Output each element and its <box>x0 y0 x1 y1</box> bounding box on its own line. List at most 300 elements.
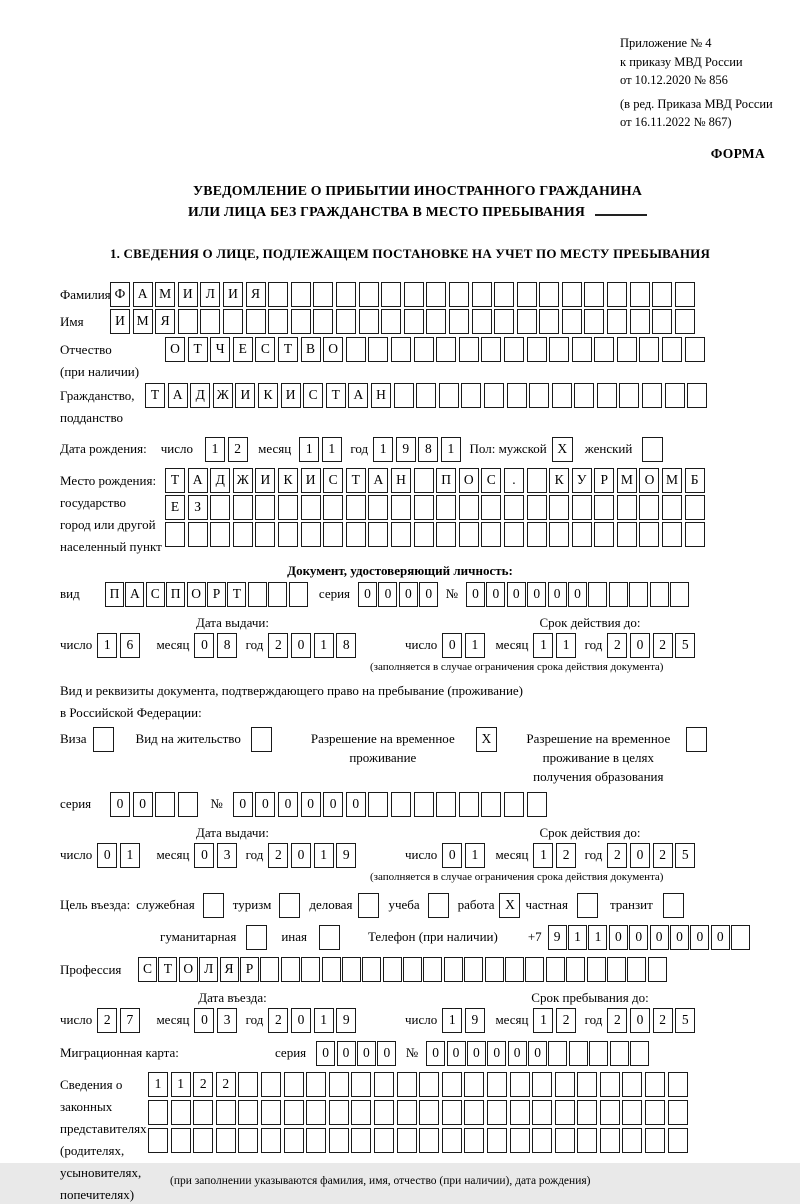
char-cell[interactable]: А <box>368 468 388 493</box>
char-cell[interactable] <box>291 309 311 334</box>
char-cell[interactable] <box>645 1128 665 1153</box>
char-cell[interactable] <box>617 337 637 362</box>
char-cell[interactable] <box>403 957 422 982</box>
char-cell[interactable] <box>685 522 705 547</box>
char-cell[interactable]: 0 <box>110 792 130 817</box>
char-cell[interactable] <box>464 1072 484 1097</box>
char-cell[interactable] <box>368 337 388 362</box>
char-cell[interactable] <box>532 1128 552 1153</box>
char-cell[interactable] <box>148 1128 168 1153</box>
char-cell[interactable]: 0 <box>194 843 214 868</box>
char-cell[interactable]: 1 <box>533 633 553 658</box>
char-cell[interactable]: 3 <box>217 1008 237 1033</box>
char-cell[interactable] <box>351 1100 371 1125</box>
char-cell[interactable]: 0 <box>377 1041 396 1066</box>
char-cell[interactable] <box>670 582 689 607</box>
char-cell[interactable]: Я <box>155 309 175 334</box>
char-cell[interactable] <box>238 1072 258 1097</box>
char-cell[interactable] <box>306 1072 326 1097</box>
char-cell[interactable] <box>248 582 267 607</box>
char-cell[interactable]: К <box>549 468 569 493</box>
char-cell[interactable]: 2 <box>268 1008 288 1033</box>
char-cell[interactable] <box>668 1100 688 1125</box>
char-cell[interactable]: 0 <box>670 925 689 950</box>
char-cell[interactable] <box>610 1041 629 1066</box>
char-cell[interactable] <box>301 522 321 547</box>
char-cell[interactable]: В <box>301 337 321 362</box>
char-cell[interactable] <box>607 282 627 307</box>
char-cell[interactable] <box>472 309 492 334</box>
char-cell[interactable] <box>464 1128 484 1153</box>
char-cell[interactable]: 5 <box>675 843 695 868</box>
char-cell[interactable] <box>607 957 626 982</box>
char-cell[interactable] <box>178 309 198 334</box>
char-cell[interactable] <box>436 495 456 520</box>
char-cell[interactable]: 0 <box>690 925 709 950</box>
char-cell[interactable] <box>268 309 288 334</box>
char-cell[interactable] <box>426 309 446 334</box>
char-cell[interactable]: 2 <box>607 1008 627 1033</box>
char-cell[interactable] <box>668 1072 688 1097</box>
char-cell[interactable] <box>346 522 366 547</box>
char-cell[interactable] <box>507 383 527 408</box>
char-cell[interactable] <box>510 1128 530 1153</box>
char-cell[interactable] <box>574 383 594 408</box>
char-cell[interactable] <box>577 1128 597 1153</box>
char-cell[interactable]: 0 <box>629 925 648 950</box>
char-cell[interactable]: И <box>110 309 130 334</box>
char-cell[interactable]: 0 <box>357 1041 376 1066</box>
char-cell[interactable] <box>216 1100 236 1125</box>
char-cell[interactable]: П <box>166 582 185 607</box>
char-cell[interactable] <box>517 282 537 307</box>
char-cell[interactable]: 0 <box>419 582 438 607</box>
char-cell[interactable] <box>487 1100 507 1125</box>
char-cell[interactable]: 0 <box>291 633 311 658</box>
char-cell[interactable] <box>171 1100 191 1125</box>
char-cell[interactable] <box>414 792 434 817</box>
char-cell[interactable] <box>313 309 333 334</box>
char-cell[interactable]: 0 <box>291 843 311 868</box>
char-cell[interactable] <box>630 309 650 334</box>
char-cell[interactable]: 2 <box>653 1008 673 1033</box>
char-cell[interactable]: С <box>138 957 157 982</box>
char-cell[interactable] <box>617 495 637 520</box>
char-cell[interactable]: 1 <box>148 1072 168 1097</box>
char-cell[interactable] <box>278 522 298 547</box>
purpose-official-checkbox[interactable] <box>203 893 224 918</box>
char-cell[interactable] <box>505 957 524 982</box>
char-cell[interactable]: 2 <box>653 633 673 658</box>
char-cell[interactable] <box>622 1128 642 1153</box>
char-cell[interactable] <box>546 957 565 982</box>
char-cell[interactable] <box>423 957 442 982</box>
char-cell[interactable] <box>278 495 298 520</box>
char-cell[interactable]: Ж <box>233 468 253 493</box>
char-cell[interactable]: 0 <box>194 633 214 658</box>
char-cell[interactable] <box>527 495 547 520</box>
char-cell[interactable] <box>481 495 501 520</box>
char-cell[interactable]: М <box>133 309 153 334</box>
char-cell[interactable]: 1 <box>120 843 140 868</box>
char-cell[interactable] <box>572 522 592 547</box>
char-cell[interactable]: 0 <box>378 582 397 607</box>
char-cell[interactable] <box>461 383 481 408</box>
char-cell[interactable]: 0 <box>323 792 343 817</box>
char-cell[interactable] <box>329 1072 349 1097</box>
char-cell[interactable] <box>494 282 514 307</box>
char-cell[interactable]: Ч <box>210 337 230 362</box>
char-cell[interactable] <box>639 495 659 520</box>
char-cell[interactable]: 0 <box>528 1041 547 1066</box>
char-cell[interactable]: 2 <box>268 633 288 658</box>
char-cell[interactable] <box>527 522 547 547</box>
char-cell[interactable] <box>548 1041 567 1066</box>
char-cell[interactable] <box>555 1100 575 1125</box>
char-cell[interactable] <box>362 957 381 982</box>
char-cell[interactable] <box>336 309 356 334</box>
char-cell[interactable]: 0 <box>316 1041 335 1066</box>
char-cell[interactable]: О <box>187 582 206 607</box>
char-cell[interactable] <box>619 383 639 408</box>
char-cell[interactable] <box>436 337 456 362</box>
char-cell[interactable] <box>594 337 614 362</box>
char-cell[interactable]: 1 <box>322 437 342 462</box>
char-cell[interactable]: И <box>255 468 275 493</box>
visa-checkbox[interactable] <box>93 727 114 752</box>
char-cell[interactable] <box>210 522 230 547</box>
char-cell[interactable] <box>549 522 569 547</box>
char-cell[interactable] <box>652 282 672 307</box>
char-cell[interactable] <box>210 495 230 520</box>
char-cell[interactable]: 7 <box>120 1008 140 1033</box>
purpose-private-checkbox[interactable] <box>577 893 598 918</box>
char-cell[interactable] <box>359 282 379 307</box>
char-cell[interactable]: 0 <box>487 1041 506 1066</box>
char-cell[interactable] <box>731 925 750 950</box>
char-cell[interactable] <box>630 282 650 307</box>
residence-permit-checkbox[interactable] <box>251 727 272 752</box>
char-cell[interactable] <box>527 337 547 362</box>
char-cell[interactable] <box>281 957 300 982</box>
char-cell[interactable] <box>346 495 366 520</box>
char-cell[interactable]: 0 <box>358 582 377 607</box>
char-cell[interactable]: 8 <box>217 633 237 658</box>
char-cell[interactable] <box>607 309 627 334</box>
char-cell[interactable] <box>622 1100 642 1125</box>
purpose-tourism-checkbox[interactable] <box>279 893 300 918</box>
char-cell[interactable]: 0 <box>255 792 275 817</box>
char-cell[interactable]: 0 <box>337 1041 356 1066</box>
char-cell[interactable]: 0 <box>467 1041 486 1066</box>
char-cell[interactable]: У <box>572 468 592 493</box>
char-cell[interactable]: М <box>617 468 637 493</box>
char-cell[interactable] <box>662 337 682 362</box>
char-cell[interactable] <box>374 1128 394 1153</box>
purpose-study-checkbox[interactable] <box>428 893 449 918</box>
char-cell[interactable] <box>645 1100 665 1125</box>
char-cell[interactable]: З <box>188 495 208 520</box>
char-cell[interactable] <box>617 522 637 547</box>
char-cell[interactable]: С <box>146 582 165 607</box>
char-cell[interactable]: Д <box>210 468 230 493</box>
char-cell[interactable] <box>391 337 411 362</box>
char-cell[interactable] <box>459 522 479 547</box>
char-cell[interactable]: 1 <box>171 1072 191 1097</box>
char-cell[interactable]: 0 <box>442 843 462 868</box>
char-cell[interactable] <box>510 1072 530 1097</box>
char-cell[interactable] <box>284 1100 304 1125</box>
char-cell[interactable]: . <box>504 468 524 493</box>
char-cell[interactable]: С <box>255 337 275 362</box>
purpose-work-checkbox[interactable]: X <box>499 893 520 918</box>
char-cell[interactable]: 0 <box>568 582 587 607</box>
char-cell[interactable]: 9 <box>336 843 356 868</box>
char-cell[interactable]: Н <box>391 468 411 493</box>
temp-residence-checkbox[interactable]: X <box>476 727 497 752</box>
char-cell[interactable] <box>627 957 646 982</box>
char-cell[interactable]: Т <box>165 468 185 493</box>
char-cell[interactable] <box>397 1072 417 1097</box>
char-cell[interactable]: 1 <box>373 437 393 462</box>
char-cell[interactable]: О <box>179 957 198 982</box>
char-cell[interactable]: Е <box>233 337 253 362</box>
char-cell[interactable]: 2 <box>216 1072 236 1097</box>
char-cell[interactable]: 9 <box>548 925 567 950</box>
char-cell[interactable] <box>261 1100 281 1125</box>
char-cell[interactable] <box>552 383 572 408</box>
char-cell[interactable]: 0 <box>291 1008 311 1033</box>
char-cell[interactable] <box>246 309 266 334</box>
char-cell[interactable]: 1 <box>442 1008 462 1033</box>
char-cell[interactable] <box>630 1041 649 1066</box>
char-cell[interactable]: 0 <box>466 582 485 607</box>
char-cell[interactable]: Т <box>326 383 346 408</box>
char-cell[interactable] <box>487 1128 507 1153</box>
char-cell[interactable]: А <box>188 468 208 493</box>
char-cell[interactable] <box>539 282 559 307</box>
char-cell[interactable]: О <box>459 468 479 493</box>
char-cell[interactable] <box>391 495 411 520</box>
char-cell[interactable]: П <box>436 468 456 493</box>
char-cell[interactable]: 0 <box>301 792 321 817</box>
char-cell[interactable]: Р <box>207 582 226 607</box>
char-cell[interactable]: Л <box>200 282 220 307</box>
char-cell[interactable] <box>459 495 479 520</box>
char-cell[interactable] <box>562 309 582 334</box>
char-cell[interactable]: 2 <box>193 1072 213 1097</box>
char-cell[interactable] <box>584 282 604 307</box>
char-cell[interactable] <box>639 522 659 547</box>
char-cell[interactable]: Т <box>278 337 298 362</box>
char-cell[interactable] <box>397 1128 417 1153</box>
char-cell[interactable] <box>381 282 401 307</box>
char-cell[interactable] <box>609 582 628 607</box>
char-cell[interactable] <box>481 337 501 362</box>
char-cell[interactable] <box>510 1100 530 1125</box>
char-cell[interactable] <box>394 383 414 408</box>
char-cell[interactable] <box>481 522 501 547</box>
char-cell[interactable] <box>301 957 320 982</box>
char-cell[interactable]: 0 <box>609 925 628 950</box>
char-cell[interactable] <box>381 309 401 334</box>
char-cell[interactable] <box>268 582 287 607</box>
char-cell[interactable]: И <box>178 282 198 307</box>
char-cell[interactable]: Я <box>220 957 239 982</box>
char-cell[interactable]: С <box>303 383 323 408</box>
char-cell[interactable]: 3 <box>217 843 237 868</box>
char-cell[interactable] <box>685 337 705 362</box>
char-cell[interactable]: 2 <box>268 843 288 868</box>
char-cell[interactable] <box>255 522 275 547</box>
char-cell[interactable]: 2 <box>556 1008 576 1033</box>
char-cell[interactable]: И <box>281 383 301 408</box>
char-cell[interactable] <box>261 1072 281 1097</box>
char-cell[interactable] <box>404 282 424 307</box>
char-cell[interactable] <box>629 582 648 607</box>
char-cell[interactable]: 8 <box>336 633 356 658</box>
char-cell[interactable] <box>238 1128 258 1153</box>
char-cell[interactable] <box>193 1128 213 1153</box>
char-cell[interactable] <box>336 282 356 307</box>
char-cell[interactable]: Р <box>594 468 614 493</box>
char-cell[interactable]: Е <box>165 495 185 520</box>
char-cell[interactable] <box>517 309 537 334</box>
purpose-business-checkbox[interactable] <box>358 893 379 918</box>
female-checkbox[interactable] <box>642 437 663 462</box>
char-cell[interactable]: 1 <box>533 843 553 868</box>
char-cell[interactable]: 0 <box>548 582 567 607</box>
char-cell[interactable]: 1 <box>568 925 587 950</box>
char-cell[interactable]: 0 <box>447 1041 466 1066</box>
char-cell[interactable] <box>589 1041 608 1066</box>
char-cell[interactable]: 9 <box>336 1008 356 1033</box>
char-cell[interactable]: 0 <box>650 925 669 950</box>
char-cell[interactable] <box>313 282 333 307</box>
char-cell[interactable] <box>301 495 321 520</box>
char-cell[interactable]: 0 <box>508 1041 527 1066</box>
char-cell[interactable] <box>284 1128 304 1153</box>
char-cell[interactable]: 0 <box>507 582 526 607</box>
char-cell[interactable] <box>284 1072 304 1097</box>
char-cell[interactable] <box>416 383 436 408</box>
char-cell[interactable] <box>577 1100 597 1125</box>
char-cell[interactable]: 0 <box>442 633 462 658</box>
char-cell[interactable]: 2 <box>607 843 627 868</box>
char-cell[interactable] <box>652 309 672 334</box>
char-cell[interactable]: 0 <box>486 582 505 607</box>
char-cell[interactable] <box>419 1100 439 1125</box>
char-cell[interactable]: Л <box>199 957 218 982</box>
char-cell[interactable] <box>306 1100 326 1125</box>
char-cell[interactable] <box>587 957 606 982</box>
char-cell[interactable] <box>555 1072 575 1097</box>
char-cell[interactable] <box>342 957 361 982</box>
char-cell[interactable] <box>193 1100 213 1125</box>
char-cell[interactable] <box>532 1072 552 1097</box>
char-cell[interactable]: О <box>639 468 659 493</box>
char-cell[interactable] <box>504 495 524 520</box>
char-cell[interactable] <box>404 309 424 334</box>
char-cell[interactable] <box>594 495 614 520</box>
char-cell[interactable]: 1 <box>314 1008 334 1033</box>
char-cell[interactable]: 1 <box>465 843 485 868</box>
char-cell[interactable] <box>238 1100 258 1125</box>
char-cell[interactable]: Р <box>240 957 259 982</box>
char-cell[interactable] <box>322 957 341 982</box>
char-cell[interactable] <box>459 337 479 362</box>
char-cell[interactable] <box>233 495 253 520</box>
char-cell[interactable] <box>391 522 411 547</box>
char-cell[interactable]: 1 <box>314 633 334 658</box>
char-cell[interactable] <box>504 522 524 547</box>
char-cell[interactable] <box>233 522 253 547</box>
char-cell[interactable]: Т <box>227 582 246 607</box>
char-cell[interactable]: А <box>348 383 368 408</box>
char-cell[interactable] <box>444 957 463 982</box>
char-cell[interactable] <box>351 1128 371 1153</box>
char-cell[interactable] <box>600 1100 620 1125</box>
char-cell[interactable] <box>555 1128 575 1153</box>
char-cell[interactable] <box>397 1100 417 1125</box>
char-cell[interactable]: 1 <box>205 437 225 462</box>
char-cell[interactable] <box>481 792 501 817</box>
char-cell[interactable] <box>419 1072 439 1097</box>
char-cell[interactable]: 5 <box>675 633 695 658</box>
char-cell[interactable] <box>374 1072 394 1097</box>
male-checkbox[interactable]: X <box>552 437 573 462</box>
char-cell[interactable]: А <box>125 582 144 607</box>
char-cell[interactable]: М <box>662 468 682 493</box>
char-cell[interactable] <box>449 282 469 307</box>
char-cell[interactable]: О <box>165 337 185 362</box>
char-cell[interactable] <box>216 1128 236 1153</box>
char-cell[interactable]: 1 <box>556 633 576 658</box>
char-cell[interactable]: 0 <box>711 925 730 950</box>
char-cell[interactable]: 2 <box>653 843 673 868</box>
char-cell[interactable] <box>668 1128 688 1153</box>
char-cell[interactable] <box>527 468 547 493</box>
char-cell[interactable] <box>200 309 220 334</box>
char-cell[interactable] <box>268 282 288 307</box>
char-cell[interactable] <box>685 495 705 520</box>
char-cell[interactable]: О <box>323 337 343 362</box>
char-cell[interactable] <box>291 282 311 307</box>
char-cell[interactable] <box>368 495 388 520</box>
char-cell[interactable] <box>562 282 582 307</box>
char-cell[interactable]: Т <box>145 383 165 408</box>
char-cell[interactable]: Я <box>246 282 266 307</box>
char-cell[interactable]: 2 <box>556 843 576 868</box>
char-cell[interactable] <box>351 1072 371 1097</box>
char-cell[interactable] <box>662 522 682 547</box>
char-cell[interactable] <box>494 309 514 334</box>
char-cell[interactable] <box>484 383 504 408</box>
char-cell[interactable] <box>594 522 614 547</box>
char-cell[interactable] <box>414 468 434 493</box>
char-cell[interactable] <box>504 792 524 817</box>
char-cell[interactable] <box>525 957 544 982</box>
char-cell[interactable] <box>600 1128 620 1153</box>
char-cell[interactable]: 9 <box>396 437 416 462</box>
char-cell[interactable]: 0 <box>630 1008 650 1033</box>
char-cell[interactable]: С <box>481 468 501 493</box>
char-cell[interactable]: Н <box>371 383 391 408</box>
char-cell[interactable]: 0 <box>278 792 298 817</box>
char-cell[interactable]: 9 <box>465 1008 485 1033</box>
char-cell[interactable]: 1 <box>588 925 607 950</box>
char-cell[interactable]: 0 <box>426 1041 445 1066</box>
